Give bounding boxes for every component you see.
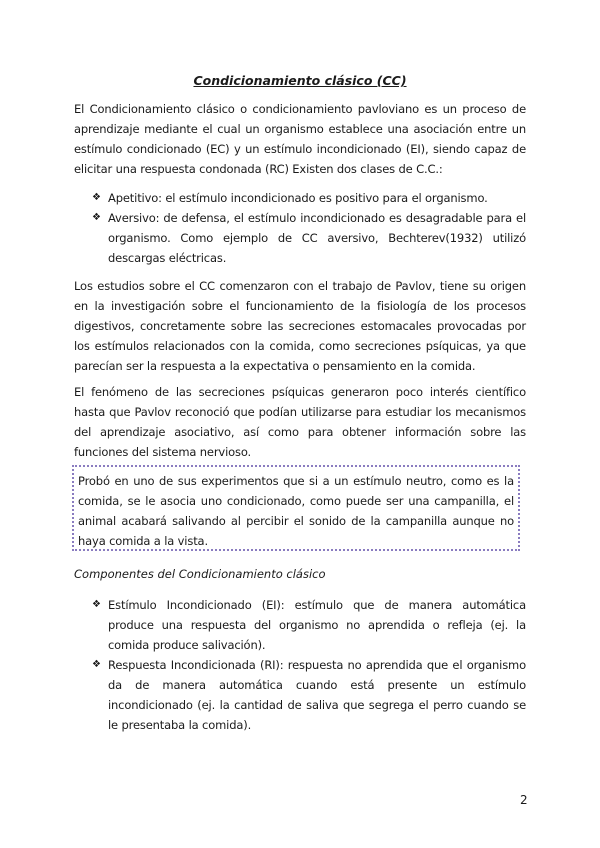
list-item-text: Aversivo: de defensa, el estímulo incondicionado es desagradable para el organismo. Como ejemplo de CC aversivo, Bechterev(1932) utilizó descargas eléctricas. xyxy=(108,211,526,265)
diamond-bullet-icon: ❖ xyxy=(92,599,101,610)
list-item xyxy=(92,208,526,268)
diamond-bullet-icon: ❖ xyxy=(92,212,101,223)
intro-paragraph: El Condicionamiento clásico o condicionamiento pavloviano es un proceso de aprendizaje mediante el cual un organismo establece una asociación entre un estímulo condicionado (EC) y un estímulo incondicionado (EI), siendo capaz de elicitar una respuesta condonada (RC) Existen dos clases de C.C.: xyxy=(74,102,526,176)
components-heading: Componentes del Condicionamiento clásico xyxy=(74,567,326,581)
list-item-text: Apetitivo: el estímulo incondicionado es positivo para el organismo. xyxy=(108,191,488,205)
page-title: Condicionamiento clásico (CC) xyxy=(193,73,407,88)
pavlov-paragraph: Los estudios sobre el CC comenzaron con el trabajo de Pavlov, tiene su origen en la investigación sobre el funcionamiento de la fisiología de los procesos digestivos, concretamente sobre las secreciones estomacales provocadas por los estímulos relacionados con la comida, como secreciones psíquicas, ya que parecían ser la respuesta a la expectativa o pensamiento en la comida. xyxy=(74,279,526,373)
page-number: 2 xyxy=(520,793,528,807)
diamond-bullet-icon: ❖ xyxy=(92,659,101,670)
list-item xyxy=(92,595,526,655)
list-item-text: Respuesta Incondicionada (RI): respuesta no aprendida que el organismo da de manera automática cuando está presente un estímulo incondicionado (ej. la cantidad de saliva que segrega el perro cuando se le presentaba la comida). xyxy=(108,658,526,732)
diamond-bullet-icon: ❖ xyxy=(92,192,101,203)
phenomenon-paragraph: El fenómeno de las secreciones psíquicas generaron poco interés científico hasta que Pavlov reconoció que podían utilizarse para estudiar los mecanismos del aprendizaje asociativo, así como para obtener información sobre las funciones del sistema nervioso. xyxy=(74,385,526,459)
list-item xyxy=(92,188,526,208)
list-item xyxy=(92,655,526,735)
list-item-text: Estímulo Incondicionado (EI): estímulo que de manera automática produce una respuesta del organismo no aprendida o refleja (ej. la comida produce salivación). xyxy=(108,598,526,652)
cc-types-list xyxy=(92,188,526,268)
experiment-callout: Probó en uno de sus experimentos que si a un estímulo neutro, como es la comida, se le asocia uno condicionado, como puede ser una campanilla, el animal acabará salivando al percibir el sonido de la campanilla aunque no haya comida a la vista. xyxy=(72,465,520,551)
components-list xyxy=(92,595,526,735)
